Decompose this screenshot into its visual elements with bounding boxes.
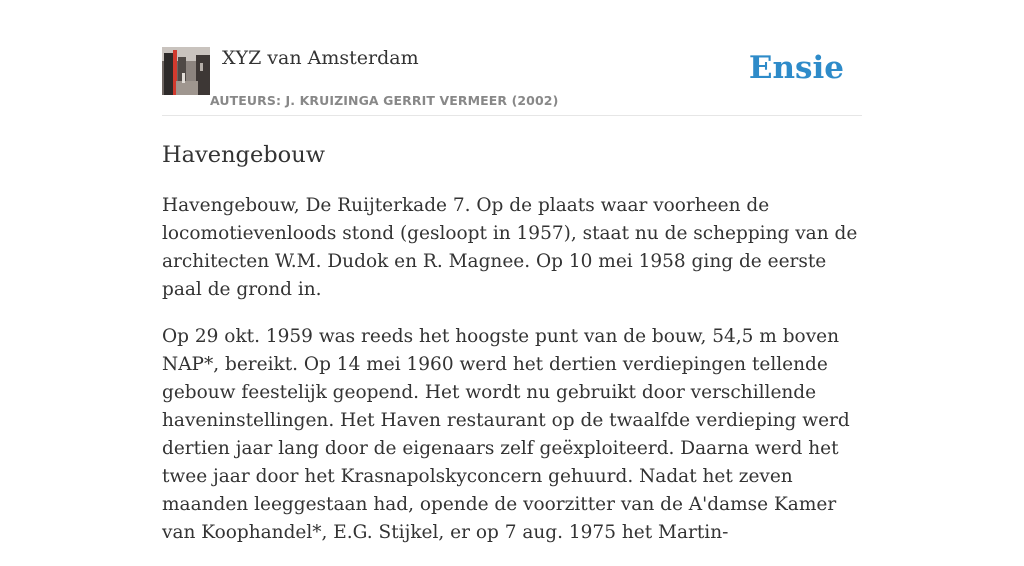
book-cover-thumbnail[interactable] bbox=[162, 47, 210, 95]
ensie-logo-link[interactable]: Ensie bbox=[748, 50, 844, 86]
book-title[interactable]: XYZ van Amsterdam bbox=[222, 47, 419, 69]
book-cover-image bbox=[162, 47, 210, 95]
body-paragraph: Havengebouw, De Ruijterkade 7. Op de plaats waar voorheen de locomotievenloods stond (gesloopt in 1957), staat nu de schepping van de architecten W.M. Dudok en R. Magnee. Op 10 mei 1958 ging de eerste paal de grond in. bbox=[162, 195, 858, 300]
book-header bbox=[162, 46, 862, 116]
entry-body bbox=[162, 192, 866, 566]
authors-line: AUTEURS: J. KRUIZINGA GERRIT VERMEER (2002) bbox=[210, 93, 559, 108]
body-paragraph: Op 29 okt. 1959 was reeds het hoogste punt van de bouw, 54,5 m boven NAP*, bereikt. Op 14 mei 1960 werd het dertien verdiepingen tellende gebouw feestelijk geopend. Het wordt nu gebruikt door verschillende haveninstellingen. Het Haven restaurant op de twaalfde verdieping werd dertien jaar lang door de eigenaars zelf geëxploiteerd. Daarna werd het twee jaar door het Krasnapolskyconcern gehuurd. Nadat het zeven maanden leeggestaan had, opende de voorzitter van de A'damse Kamer van Koophandel*, E.G. Stijkel, er op 7 aug. 1975 het Martin- bbox=[162, 326, 850, 543]
entry-title: Havengebouw bbox=[162, 142, 325, 168]
